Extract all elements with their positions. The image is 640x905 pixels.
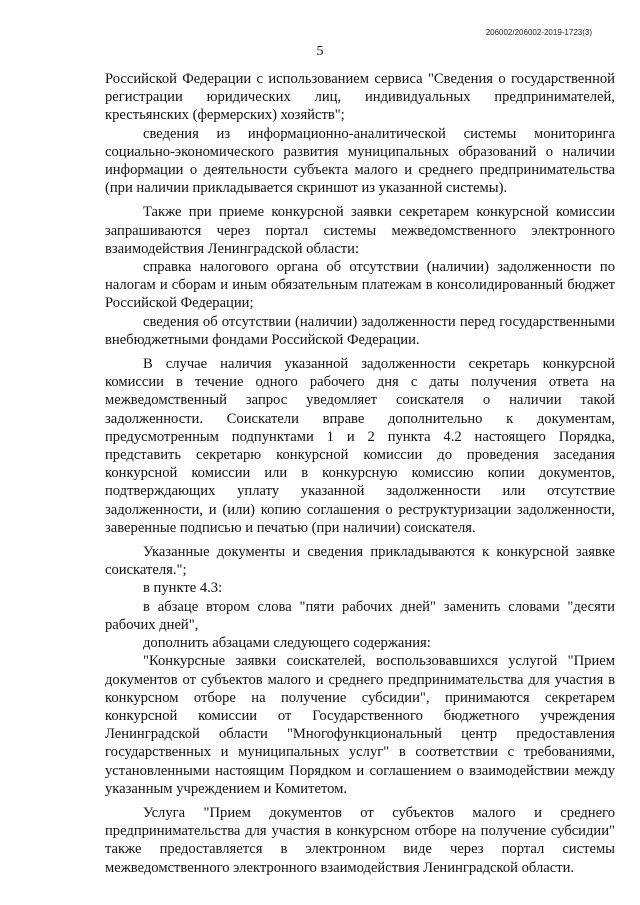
paragraph: "Конкурсные заявки соискателей, воспользовавшихся услугой "Прием документов от субъектов малого и среднего предпринимательства для участия в конкурсном отборе на получение субсидии", принимаются секретарем конкурсной комиссии от Государственного бюджетного учреждения Ленинградской области "Многофункциональный центр предоставления государственных и муниципальных услуг" в соответствии с требованиями, установленными настоящим Порядком и соглашением о взаимодействии между указанным учреждением и Комитетом. bbox=[105, 653, 615, 797]
paragraph: Также при приеме конкурсной заявки секретарем конкурсной комиссии запрашиваются через портал системы межведомственного электронного взаимодействия Ленинградской области: bbox=[105, 204, 615, 257]
paragraph: в абзаце втором слова "пяти рабочих дней" заменить словами "десяти рабочих дней", bbox=[105, 598, 615, 633]
paragraph: сведения об отсутствии (наличии) задолженности перед государственными внебюджетными фондами Российской Федерации. bbox=[105, 313, 615, 348]
paragraph: В случае наличия указанной задолженности секретарь конкурсной комиссии в течение одного рабочего дня с даты получения ответа на межведомственный запрос уведомляет соискателя о наличии такой задолженности. Соискатели вправе дополнительно к документам, предусмотренным подпунктами 1 и 2 пункта 4.2 настоящего Порядка, представить секретарю конкурсной комиссии до проведения заседания конкурсной комиссии или в конкурсную комиссию копии документов, подтверждающих уплату указанной задолженности или отсутствие задолженности, и (или) копию соглашения о реструктуризации задолженности, заверенные подписью и печатью (при наличии) соискателя. bbox=[105, 356, 615, 536]
page-number: 5 bbox=[316, 44, 324, 59]
paragraph: сведения из информационно-аналитической системы мониторинга социально-экономического развития муниципальных образований о наличии информации о деятельности субъекта малого и среднего предпринимательства (при наличии прикладывается скриншот из указанной системы). bbox=[105, 125, 615, 197]
paragraph: Услуга "Прием документов от субъектов малого и среднего предпринимательства для участия в конкурсном отборе на получение субсидии" также предоставляется в электронном виде через портал системы межведомственного электронного взаимодействия Ленинградской области. bbox=[105, 804, 615, 876]
paragraph: Российской Федерации с использованием сервиса "Сведения о государственной регистрации юридических лиц, индивидуальных предпринимателей, крестьянских (фермерских) хозяйств"; bbox=[105, 71, 615, 124]
paragraph: Указанные документы и сведения прикладываются к конкурсной заявке соискателя."; bbox=[105, 544, 615, 579]
paragraph: справка налогового органа об отсутствии (наличии) задолженности по налогам и сборам и иным обязательным платежам в консолидированный бюджет Российской Федерации; bbox=[105, 259, 615, 312]
paragraph: в пункте 4.3: bbox=[143, 580, 223, 597]
document-body bbox=[105, 70, 615, 877]
document-reference-number: 206002/206002-2019-1723(3) bbox=[485, 28, 592, 37]
paragraph: дополнить абзацами следующего содержания: bbox=[143, 635, 431, 652]
